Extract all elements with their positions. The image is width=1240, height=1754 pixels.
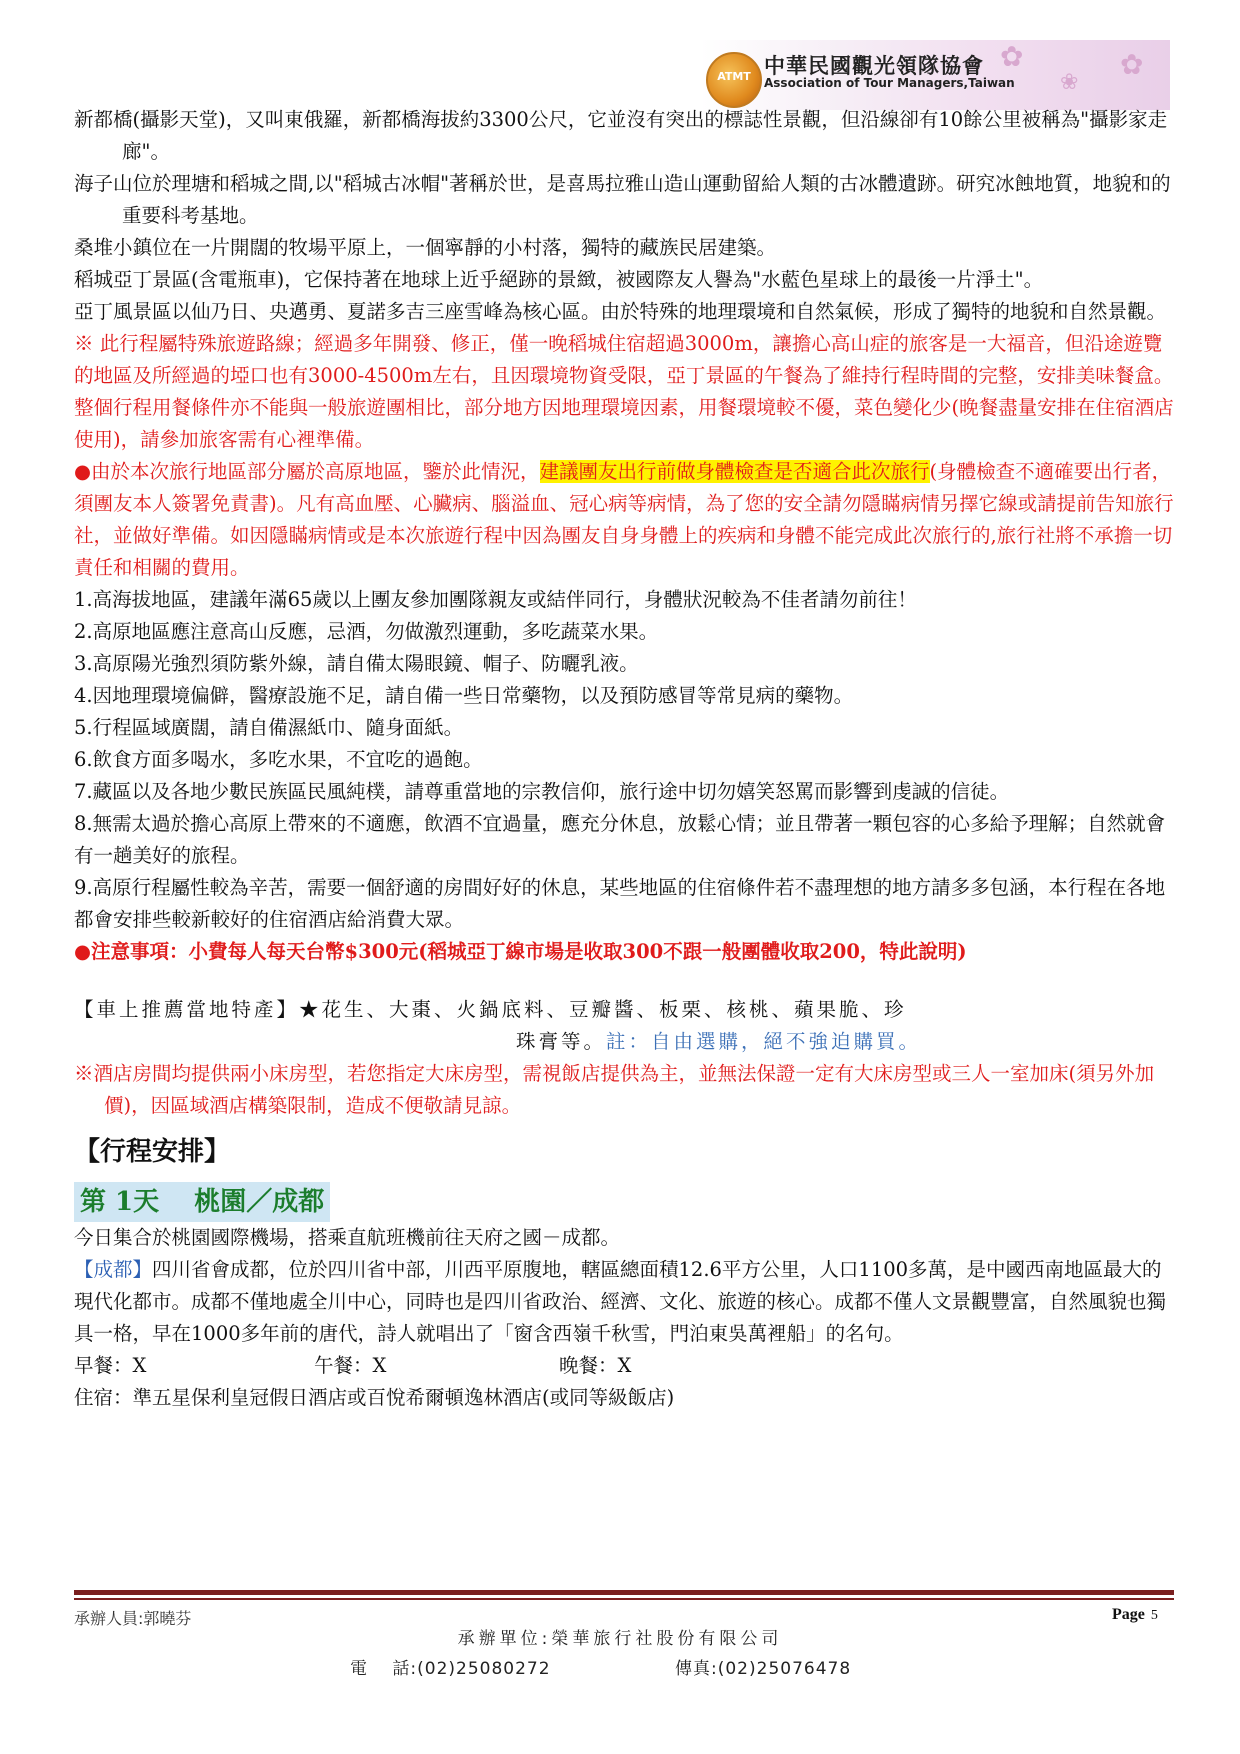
footer-divider-thin <box>74 1598 1174 1600</box>
specialties-tail: 珠膏等。 <box>516 1030 607 1053</box>
health-notice-intro: ●由於本次旅行地區部分屬於高原地區，鑒於此情況， <box>74 460 540 483</box>
meals-row <box>74 1350 1174 1382</box>
tip-item: 6.飲食方面多喝水，多吃水果，不宜吃的過飽。 <box>74 748 483 771</box>
day-1-heading: 第 1天 桃園／成都 <box>74 1182 330 1222</box>
blossom-icon: ✿ <box>1000 40 1024 73</box>
contact-person: 承辦人員:郭曉芬 <box>74 1609 192 1628</box>
room-notice: ※酒店房間均提供兩小床房型，若您指定大床房型，需視飯店提供為主，並無法保證一定有大床房型或三人一室加床(須另外加價)，因區域酒店構築限制，造成不便敬請見諒。 <box>74 1062 1155 1117</box>
footer-divider <box>74 1590 1174 1595</box>
specialties-line: 【車上推薦當地特產】★花生、大棗、火鍋底料、豆瓣醬、板栗、核桃、蘋果脆、珍 <box>74 998 907 1021</box>
hotel-line: 住宿：準五星保利皇冠假日酒店或百悅希爾頓逸林酒店(或同等級飯店) <box>74 1386 675 1409</box>
health-notice-highlight: 建議團友出行前做身體檢查是否適合此次旅行 <box>539 460 930 483</box>
header-org-name: 中華民國觀光領隊協會 <box>764 54 984 78</box>
association-logo: ATMT <box>706 52 762 108</box>
page-number: Page 5 <box>1112 1606 1158 1623</box>
tip-item: 9.高原行程屬性較為辛苦，需要一個舒適的房間好好的休息，某些地區的住宿條件若不盡理想的地方請多多包涵，本行程在各地都會安排些較新較好的住宿酒店給消費大眾。 <box>74 876 1166 931</box>
document-body <box>74 104 1174 1414</box>
blossom-icon: ✿ <box>1120 48 1144 81</box>
specialties-line-cont <box>74 1026 1174 1058</box>
tip-item: 4.因地理環境偏僻，醫療設施不足，請自備一些日常藥物，以及預防感冒等常見病的藥物。 <box>74 684 854 707</box>
telephone: 電 話:(02)25080272 <box>350 1659 551 1679</box>
bullet-item: 海子山位於理塘和稻城之間,以"稻城古冰帽"著稱於世，是喜馬拉雅山造山運動留給人類的古冰體遺跡。研究冰蝕地質，地貌和的重要科考基地。 <box>74 172 1171 227</box>
city-tag: 【成都】 <box>74 1258 153 1281</box>
tip-item: 3.高原陽光強烈須防紫外線，請自備太陽眼鏡、帽子、防曬乳液。 <box>74 652 639 675</box>
health-notice-detail: (身體檢查不適確要出行者，須團友本人簽署免責書)。凡有高血壓、心臟病、腦溢血、冠心病等病情，為了您的安全請勿隱瞞病情另擇它線或請提前告知旅行社，並做好準備。如因隱瞞病情或是本次旅遊行程中因為團友自身身體上的疾病和身體不能完成此次旅行的,旅行社將不承擔一切責任和相關的費用。 <box>74 460 1174 579</box>
breakfast-label: 早餐：X <box>74 1354 147 1377</box>
tip-item: 7.藏區以及各地少數民族區民風純樸，請尊重當地的宗教信仰，旅行途中切勿嬉笑怒罵而影響到虔誠的信徒。 <box>74 780 1010 803</box>
tip-fee-notice: ●注意事項：小費每人每天台幣$300元(稻城亞丁線市場是收取300不跟一般團體收取200，特此說明) <box>74 940 967 963</box>
bullet-item: 新都橋(攝影天堂)，又叫東俄羅，新都橋海拔約3300公尺，它並沒有突出的標誌性景觀，但沿線卻有10餘公里被稱為"攝影家走廊"。 <box>74 108 1168 163</box>
tip-item: 8.無需太過於擔心高原上帶來的不適應，飲酒不宜過量，應充分休息，放鬆心情；並且帶著一顆包容的心多給予理解；自然就會有一趟美好的旅程。 <box>74 812 1166 867</box>
organizer-name: 承辦單位:榮華旅行社股份有限公司 <box>457 1629 783 1649</box>
blossom-icon: ❀ <box>1060 70 1079 95</box>
bullet-item: 亞丁風景區以仙乃日、央邁勇、夏諾多吉三座雪峰為核心區。由於特殊的地理環境和自然氣候，形成了獨特的地貌和自然景觀。 <box>74 300 1167 323</box>
bullet-item: 桑堆小鎮位在一片開闊的牧場平原上，一個寧靜的小村落，獨特的藏族民居建築。 <box>74 236 777 259</box>
tip-item: 5.行程區域廣闊，請自備濕紙巾、隨身面紙。 <box>74 716 464 739</box>
header-org-english: Association of Tour Managers,Taiwan <box>764 76 1015 90</box>
itinerary-section-title: 【行程安排】 <box>74 1137 231 1167</box>
city-description-text: 四川省會成都，位於四川省中部，川西平原腹地，轄區總面積12.6平方公里，人口1100多萬，是中國西南地區最大的現代化都市。成都不僅地處全川中心，同時也是四川省政治、經濟、文化、旅遊的核心。成都不僅人文景觀豐富，自然風貌也獨具一格，早在1000多年前的唐代，詩人就唱出了「窗含西嶺千秋雪，門泊東吳萬裡船」的名句。 <box>74 1258 1167 1345</box>
bullet-item: 稻城亞丁景區(含電瓶車)，它保持著在地球上近乎絕跡的景緻，被國際友人譽為"水藍色星球上的最後一片淨土"。 <box>74 268 1044 291</box>
special-route-notice: ※ 此行程屬特殊旅遊路線；經過多年開發、修正，僅一晚稻城住宿超過3000m，讓擔心高山症的旅客是一大福音，但沿途遊覽的地區及所經過的埡口也有3000-4500m左右，且因環境物資受限，亞丁景區的午餐為了維持行程時間的完整，安排美味餐盒。整個行程用餐條件亦不能與一般旅遊團相比，部分地方因地理環境因素，用餐環境較不優，菜色變化少(晚餐盡量安排在住宿酒店使用)，請參加旅客需有心裡準備。 <box>74 332 1174 451</box>
health-notice <box>74 456 1174 584</box>
city-description <box>74 1254 1174 1350</box>
day-intro: 今日集合於桃園國際機場，搭乘直航班機前往天府之國－成都。 <box>74 1226 621 1249</box>
tip-item: 2.高原地區應注意高山反應，忌酒，勿做激烈運動，多吃蔬菜水果。 <box>74 620 659 643</box>
tip-item: 1.高海拔地區，建議年滿65歲以上團友參加團隊親友或結伴同行，身體狀況較為不佳者請勿前往！ <box>74 588 917 611</box>
specialties-note: 註：自由選購，絕不強迫購買。 <box>606 1030 922 1053</box>
fax: 傳真:(02)25076478 <box>675 1659 852 1679</box>
dinner-label: 晚餐：X <box>559 1354 632 1377</box>
lunch-label: 午餐：X <box>314 1354 387 1377</box>
